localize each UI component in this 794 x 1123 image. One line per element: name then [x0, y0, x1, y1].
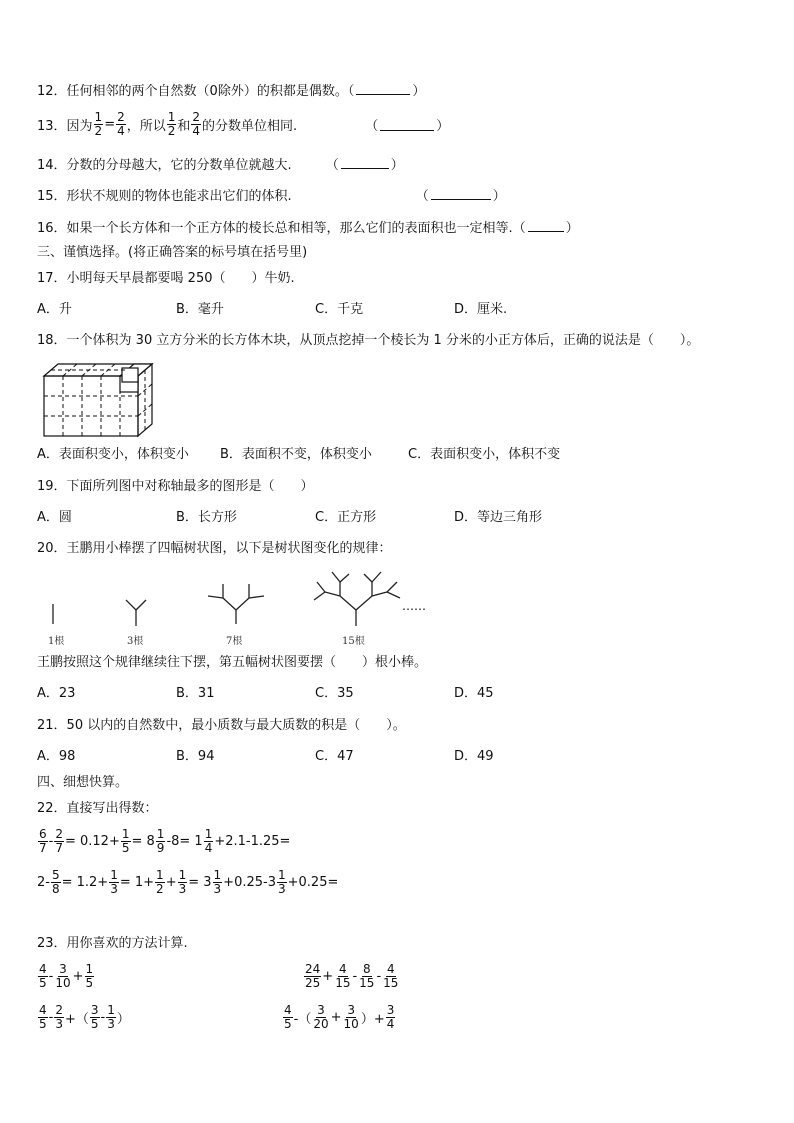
- question-14: 14．分数的分母越大，它的分数单位就越大. （ ）: [37, 158, 404, 173]
- question-19: 19．下面所列图中对称轴最多的图形是（ ）: [37, 479, 314, 494]
- q22-row-1: $\frac{6}{7}$ - $\frac{2}{7}$ = 0.12+ $\frac{1}{5}$ = 8 $\frac{1}{9}$ -8= 1 $\frac{1}{4}$ +2.1-1.25=: [39, 827, 291, 855]
- option-c[interactable]: C．千克: [315, 302, 364, 317]
- option-d[interactable]: D．49: [454, 749, 494, 764]
- question-23: 23．用你喜欢的方法计算.: [37, 936, 188, 951]
- option-b[interactable]: B．长方形: [176, 510, 237, 525]
- q23-expr-3: $\frac{4}{5}$ - $\frac{2}{3}$ +（ $\frac{3}{5}$ - $\frac{1}{3}$ ）: [39, 1003, 130, 1031]
- fraction: $\frac{1}{2}$: [94, 110, 103, 138]
- answer-blank[interactable]: [431, 187, 491, 200]
- section-3-heading: 三、谨慎选择。(将正确答案的标号填在括号里): [37, 245, 308, 260]
- answer-blank[interactable]: [341, 156, 389, 169]
- fraction: $\frac{1}{2}$: [167, 110, 176, 138]
- cuboid-figure: [42, 362, 154, 440]
- option-c[interactable]: C．表面积变小，体积不变: [408, 447, 561, 462]
- q23-expr-1: $\frac{4}{5}$ - $\frac{3}{10}$ + $\frac{1}{5}$: [39, 962, 94, 990]
- question-12: 12．任何相邻的两个自然数（0除外）的积都是偶数。（ ）: [37, 84, 426, 99]
- option-c[interactable]: C．35: [315, 686, 354, 701]
- fraction: $\frac{2}{4}$: [117, 110, 125, 138]
- option-a[interactable]: A．23: [37, 686, 76, 701]
- tree-label: 15根: [342, 636, 365, 647]
- option-d[interactable]: D．厘米.: [454, 302, 508, 317]
- q12-text: 12．任何相邻的两个自然数（0除外）的积都是偶数。（: [37, 84, 355, 99]
- answer-blank[interactable]: [528, 219, 564, 232]
- option-a[interactable]: A．表面积变小，体积变小: [37, 447, 189, 462]
- question-16: 16．如果一个长方体和一个正方体的棱长总和相等，那么它们的表面积也一定相等.（ ）: [37, 221, 579, 236]
- question-21: 21．50 以内的自然数中，最小质数与最大质数的积是（ ）。: [37, 718, 406, 733]
- question-18: 18．一个体积为 30 立方分米的长方体木块，从顶点挖掉一个棱长为 1 分米的小正方体后，正确的说法是（ ）。: [37, 333, 700, 348]
- question-22: 22．直接写出得数：: [37, 801, 158, 816]
- q23-expr-2: $\frac{24}{25}$ + $\frac{4}{15}$ - $\frac{8}{15}$ - $\frac{4}{15}$: [305, 962, 399, 990]
- option-d[interactable]: D．等边三角形: [454, 510, 543, 525]
- option-a[interactable]: A．圆: [37, 510, 72, 525]
- answer-blank[interactable]: [356, 82, 410, 95]
- option-a[interactable]: A．升: [37, 302, 72, 317]
- option-a[interactable]: A．98: [37, 749, 76, 764]
- question-20: 20．王鹏用小棒摆了四幅树状图，以下是树状图变化的规律：: [37, 541, 392, 556]
- q22-row-2: 2- $\frac{5}{8}$ = 1.2+ $\frac{1}{3}$ = 1+ $\frac{1}{2}$ + $\frac{1}{3}$ = 3 $\frac{1}{3}$ +0.25-3 $\frac{1}{3}$ +0.25=: [37, 868, 339, 896]
- tree-label: 1根: [48, 636, 65, 647]
- section-4-heading: 四、细想快算。: [37, 775, 129, 790]
- fraction: $\frac{2}{4}$: [192, 110, 201, 138]
- question-15: 15．形状不规则的物体也能求出它们的体积. （ ）: [37, 189, 506, 204]
- tree-pattern-figure: [40, 566, 440, 630]
- tree-label: 7根: [226, 636, 243, 647]
- option-c[interactable]: C．正方形: [315, 510, 377, 525]
- option-b[interactable]: B．94: [176, 749, 215, 764]
- question-17: 17．小明每天早晨都要喝 250（ ）牛奶.: [37, 271, 295, 286]
- option-d[interactable]: D．45: [454, 686, 494, 701]
- option-b[interactable]: B．毫升: [176, 302, 224, 317]
- q23-expr-4: $\frac{4}{5}$ -（ $\frac{3}{20}$ + $\frac{3}{10}$ ）+ $\frac{3}{4}$: [284, 1003, 395, 1031]
- option-c[interactable]: C．47: [315, 749, 354, 764]
- option-b[interactable]: B．31: [176, 686, 215, 701]
- tree-label: 3根: [127, 636, 144, 647]
- question-13: 13．因为 $\frac{1}{2}$ = $\frac{2}{4}$ ，所以 $\frac{1}{2}$ 和 $\frac{2}{4}$ 的分数单位相同. （ ）: [37, 110, 450, 138]
- option-b[interactable]: B．表面积不变，体积变小: [220, 447, 372, 462]
- answer-blank[interactable]: [380, 118, 434, 131]
- ellipsis: ……: [402, 599, 426, 613]
- question-20-follow: 王鹏按照这个规律继续往下摆，第五幅树状图要摆（ ）根小棒。: [37, 655, 428, 670]
